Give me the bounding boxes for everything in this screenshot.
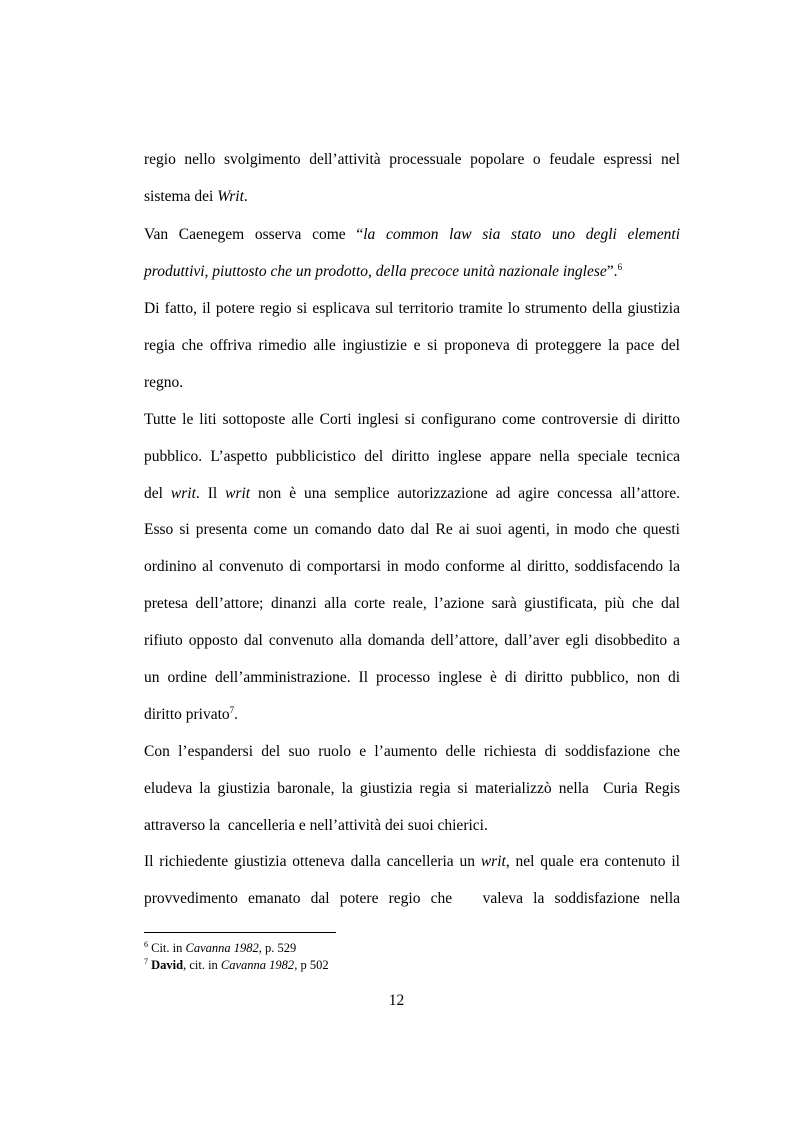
body-line-12: ordinino al convenuto di comportarsi in modo conforme al diritto, soddisfacendo la <box>144 558 680 575</box>
page-number: 12 <box>388 992 405 1009</box>
body-line-9: pubblico. L’aspetto pubblicistico del diritto inglese appare nella speciale tecnica <box>144 448 680 465</box>
body-line-10: del writ. Il writ non è una semplice autorizzazione ad agire concessa all’attore. <box>144 485 681 502</box>
body-line-20: Il richiedente giustizia otteneva dalla cancelleria un writ, nel quale era contenuto il <box>144 853 680 870</box>
body-line-15: un ordine dell’amministrazione. Il processo inglese è di diritto pubblico, non di <box>144 669 680 686</box>
body-line-14: rifiuto opposto dal convenuto alla domanda dell’attore, dall’aver egli disobbedito a <box>144 632 680 649</box>
body-line-8: Tutte le liti sottoposte alle Corti inglesi si configurano come controversie di diritto <box>144 411 680 428</box>
footnote-6: $^6$ Cit. in Cavanna 1982, p. 529 <box>144 940 297 955</box>
body-line-11: Esso si presenta come un comando dato dal Re ai suoi agenti, in modo che questi <box>144 521 680 538</box>
footnote-ref-6: 6 <box>617 262 623 272</box>
body-line-2: sistema dei Writ. <box>144 188 248 205</box>
body-line-5: Di fatto, il potere regio si esplicava sul territorio tramite lo strumento della giustizia <box>144 300 680 317</box>
footnote-separator <box>144 932 336 933</box>
body-line-3: Van Caenegem osserva come “la common law sia stato uno degli elementi <box>144 226 680 243</box>
footnote-7: $^7$ David, cit. in Cavanna 1982, p 502 <box>144 957 329 972</box>
body-line-19: attraverso la cancelleria e nell’attività dei suoi chierici. <box>144 817 488 834</box>
body-line-18: eludeva la giustizia baronale, la giustizia regia si materializzò nella Curia Regis <box>144 780 680 797</box>
body-line-16: diritto privato$^7$. <box>144 705 239 723</box>
body-line-1: regio nello svolgimento dell’attività processuale popolare o feudale espressi nel <box>144 151 680 168</box>
footnote-ref-7: 7 <box>229 705 235 715</box>
body-line-13: pretesa dell’attore; dinanzi alla corte reale, l’azione sarà giustificata, più che dal <box>144 595 680 612</box>
body-line-4: produttivi, piuttosto che un prodotto, della precoce unità nazionale inglese”.$^6$ <box>144 262 623 280</box>
body-line-21: provvedimento emanato dal potere regio che valeva la soddisfazione nella <box>144 890 680 907</box>
body-line-17: Con l’espandersi del suo ruolo e l’aumento delle richiesta di soddisfazione che <box>144 743 680 760</box>
body-line-6: regia che offriva rimedio alle ingiustizie e si proponeva di proteggere la pace del <box>144 337 680 354</box>
body-line-7: regno. <box>144 374 184 391</box>
